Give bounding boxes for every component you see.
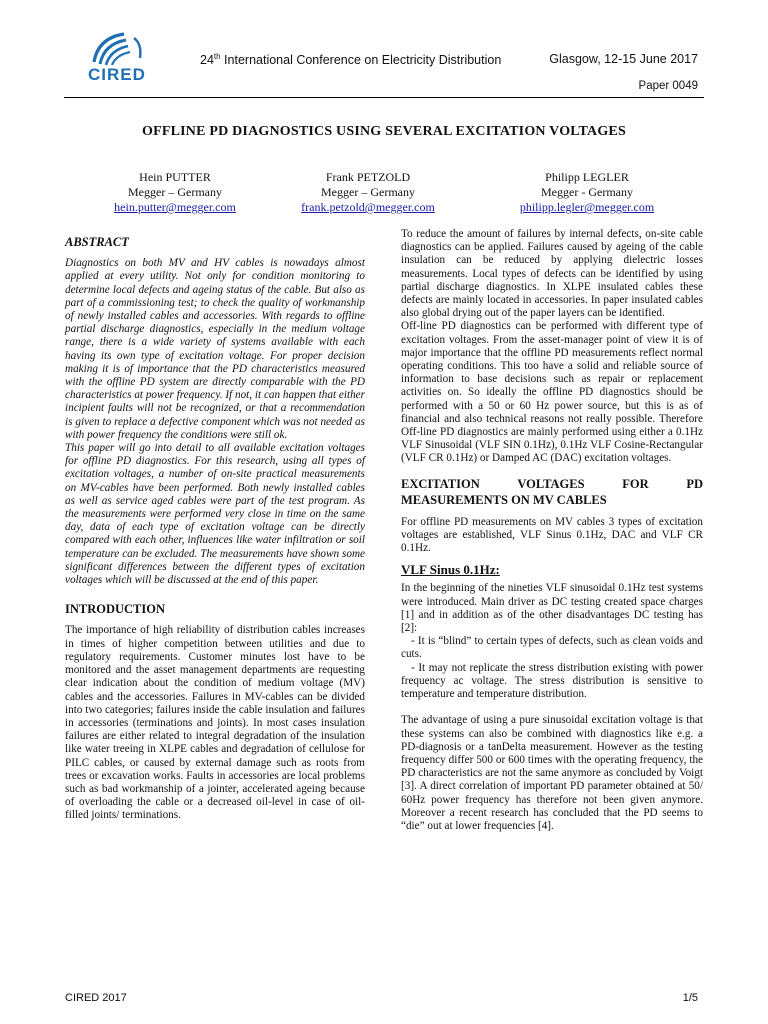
footer-conference: CIRED 2017 (65, 992, 127, 1004)
paragraph-gap (401, 701, 703, 714)
heading-line-2: MEASUREMENTS ON MV CABLES (401, 492, 607, 507)
body-paragraph: The advantage of using a pure sinusoidal excitation voltage is that these systems can also be combined with diagnostics like e.g. a PD-diagnosis or a tanDelta measurement. However as the testing frequency differ 500 or 600 times with the operating frequency, the PD characteristics are not the same anymore as concluded by Voigt [3]. A direct correlation of important PD parameter obtained at 50/ 60Hz power frequency has therefore not been given anymore. Moreover a recent research has concluded that the PD seems to “die” out at lower frequencies [4]. (401, 714, 703, 832)
cired-logo-arcs-icon (94, 34, 140, 65)
bullet-item: - It is “blind” to certain types of defects, such as clean voids and cuts. (401, 635, 703, 661)
heading-word: EXCITATION (401, 476, 480, 491)
body-paragraph: In the beginning of the nineties VLF sinusoidal 0.1Hz test systems were introduced. Main driver as DC testing created space charges [1] and in addition as of the other disadvantages DC testing has [2]: (401, 582, 703, 635)
bullet-item: - It may not replicate the stress distribution existing with power frequency ac voltage. The stress distribution is sensitive to temperature and temperature distribution. (401, 661, 703, 701)
conference-title: International Conference on Electricity Distribution (220, 53, 502, 68)
footer-page-number: 1/5 (682, 992, 698, 1004)
author-name: Hein PUTTER (139, 170, 211, 184)
heading-word: PD (686, 476, 703, 491)
conference-ordinal: 24 (200, 53, 214, 68)
author-affiliation: Megger - Germany (541, 185, 633, 199)
paper-number: Paper 0049 (638, 80, 698, 92)
author-email-link[interactable]: hein.putter@megger.com (114, 200, 236, 214)
paper-title: OFFLINE PD DIAGNOSTICS USING SEVERAL EXCITATION VOLTAGES (142, 124, 626, 139)
author-affiliation: Megger – Germany (321, 185, 415, 199)
author-affiliation: Megger – Germany (128, 185, 222, 199)
introduction-paragraph: The importance of high reliability of distribution cables increases in times of higher competition between utilities and due to regulatory requirements. Customer minutes lost have to be monitored and the asset management departments are requesting clear indication about the condition of medium voltage (MV) cables and the accessories. Failures in MV-cables can be divided into two categories; failures inside the cable insulation and failures in accessories (terminations and joints). In most cases insulation failures are either related to integral degradation of the insulation like water treeing in XLPE cables and degradation of cellulose for PILC cables, or caused by external damage such as roots from trees or excavation works. Faults in accessories are local problems such as bad workmanship of a jointer, accelerated ageing because of overloading the cable or a decreased oil-level in case of oil-filled joints/ terminations. (65, 624, 365, 822)
body-paragraph: For offline PD measurements on MV cables 3 types of excitation voltages are established, VLF Sinus 0.1Hz, DAC and VLF CR 0.1Hz. (401, 515, 703, 555)
cired-logo (80, 28, 160, 84)
body-paragraph: Off-line PD diagnostics can be performed with different type of excitation voltages. From the asset-manager point of view it is of major importance that the offline PD measurements reflect normal operating conditions. This too have a solid and reliable source of information to base decisions such as repair or replacement activities on. So ideally the offline PD diagnostics should be performed with a 50 or 60 Hz power source, but this is as of financial and also technical reasons not really possible. Therefore Off-line PD diagnostics are mainly performed using either a 0.1Hz VLF Sinusoidal (VLF SIN 0.1Hz), 0.1Hz VLF Cosine-Rectangular (VLF CR 0.1Hz) or Damped AC (DAC) excitation voltages. (401, 320, 703, 465)
header-divider (64, 97, 704, 98)
excitation-voltages-heading (401, 476, 703, 508)
left-column (65, 228, 365, 823)
conference-ordinal-suffix: th (213, 52, 221, 61)
abstract-heading: ABSTRACT (65, 235, 129, 249)
body-paragraph: To reduce the amount of failures by internal defects, on-site cable diagnostics can be applied. Failures caused by ageing of the cable insulation can be reduced by applying dielectric losses measurements. Local types of defects can be identified by using partial discharge diagnostics. In XLPE insulated cables these defects are mainly located in accessories. In paper insulated cables also global drying out of the paper layers can be identified. (401, 228, 703, 320)
heading-word: VOLTAGES (517, 476, 585, 491)
author-block (258, 170, 478, 215)
conference-place-date: Glasgow, 12-15 June 2017 (549, 52, 698, 66)
author-name: Frank PETZOLD (325, 170, 411, 184)
abstract-paragraph: Diagnostics on both MV and HV cables is nowadays almost applied at every utility. Not only for condition monitoring to determine local defects and ageing status of the cable. But also as part of a commissioning test; to check the quality of workmanship of newly installed cables and accessories. With regards to offline partial discharge diagnostics, especially in the medium voltage range, there is a wide variety of systems available with each having its own type of excitation voltage. For proper decision making it is of importance that the PD characteristics measured with the offline PD system are directly comparable with the PD characteristics at power frequency. If not, it can happen that either incipient faults will not be recognized, or that a recommendation is given to replace a defective component which was not needed as with power frequency the conditions were still ok. (65, 257, 365, 441)
author-block (477, 170, 697, 215)
heading-line-1 (401, 476, 703, 492)
vlf-sinus-subheading: VLF Sinus 0.1Hz: (401, 562, 500, 578)
cired-logo-text: CIRED (88, 65, 146, 84)
abstract-paragraph: This paper will go into detail to all available excitation voltages for offline PD diagnostics. For this research, using all types of excitation voltages, a number of on-site practical measurements on MV-cables have been performed. Both newly installed cables as well as service aged cables were part of the test program. As the measurements were performed very close in time on the same day, data of each type of excitation voltage can be directly compared with each other, influences like water infiltration or soil temperature can be excluded. The measurements have shown some significant differences between the different types of excitation voltages which will be discussed at the end of this paper. (65, 442, 365, 587)
conference-name (200, 52, 501, 67)
author-name: Philipp LEGLER (545, 170, 629, 184)
author-email-link[interactable]: frank.petzold@megger.com (301, 200, 435, 214)
author-email-link[interactable]: philipp.legler@megger.com (519, 200, 655, 214)
author-block (65, 170, 285, 215)
introduction-heading: INTRODUCTION (65, 602, 166, 617)
heading-word: FOR (622, 476, 649, 491)
right-column (401, 228, 703, 833)
